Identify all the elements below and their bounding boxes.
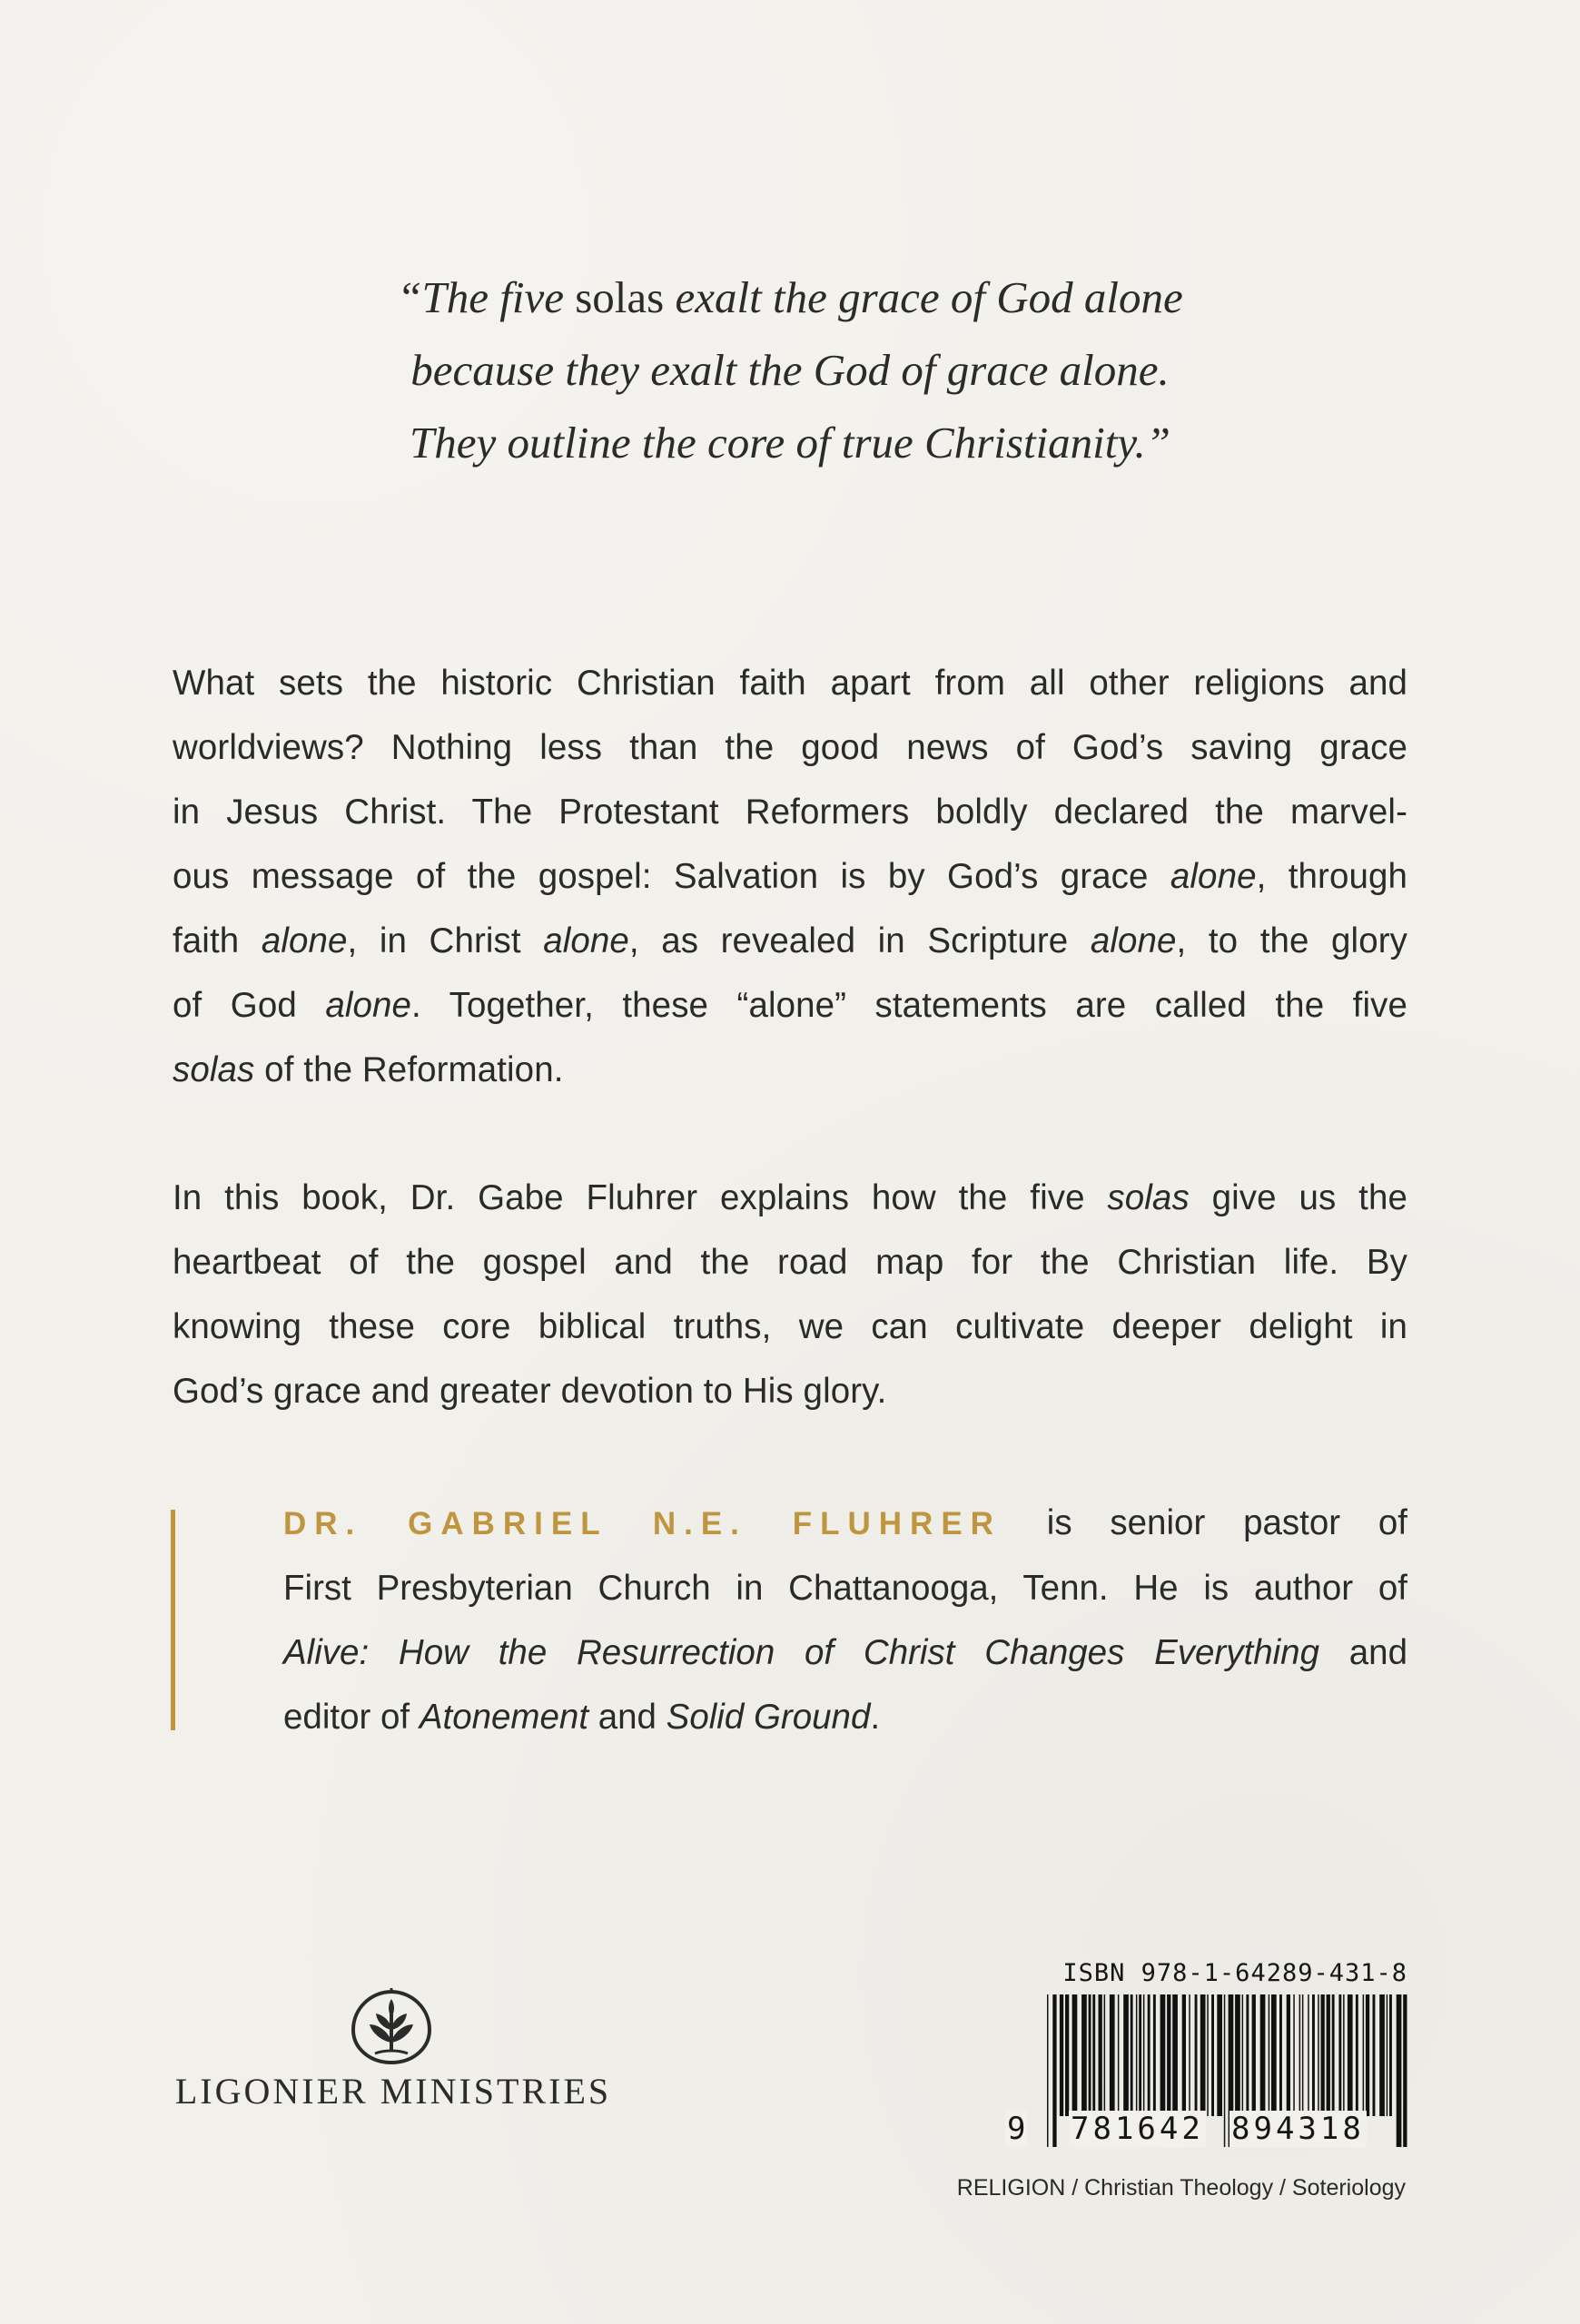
barcode-bar [1271, 1994, 1277, 2116]
barcode-digits [1005, 2111, 1409, 2151]
barcode-bar [1318, 1994, 1319, 2116]
barcode-bar [1160, 1994, 1166, 2116]
bisac-category: RELIGION / Christian Theology / Soteriology [956, 2175, 1406, 2201]
barcode-bar [1302, 1994, 1304, 2116]
barcode-bar [1242, 1994, 1244, 2116]
barcode-bar [1195, 1994, 1198, 2116]
barcode-bar [1260, 1994, 1266, 2116]
bio-accent-rule [171, 1510, 175, 1730]
quote-line-3: They outline the core of true Christianity.” [410, 418, 1170, 468]
barcode-bar [1279, 1994, 1282, 2116]
author-name: DR. GABRIEL N.E. FLUHRER [283, 1506, 1002, 1541]
barcode-digits-right: 894318 [1231, 2111, 1365, 2147]
barcode-bar [1143, 1994, 1145, 2116]
barcode-bar [1348, 1994, 1353, 2116]
barcode-bar [1246, 1994, 1249, 2116]
quote-line-2: because they exalt the God of grace alone. [410, 345, 1170, 395]
barcode-bar [1089, 1994, 1091, 2116]
barcode-bar [1327, 1994, 1330, 2116]
tree-shield-icon [348, 1988, 435, 2066]
barcode-bar [1293, 1994, 1295, 2116]
description-paragraph-1: What sets the historic Christian faith apart from all other religions and worldviews? Nothing less than the good news of God’s saving grace in Jesus Christ. The Protestant Reformers boldly declared the marvel- ous message of the gospel: Salvation is by God’s grace alone, through faith alone, in Christ alone, as revealed in Scripture alone, to the glory of God alone. Together, these “alone” statements are called the five solas of the Reformation. [173, 664, 1407, 1089]
barcode [1005, 1994, 1409, 2149]
isbn-text: ISBN 978-1-64289-431-8 [1062, 1959, 1407, 1987]
barcode-bar [1363, 1994, 1365, 2116]
barcode-bar [1211, 1994, 1214, 2116]
barcode-bar [1287, 1994, 1290, 2116]
barcode-bar [1235, 1994, 1240, 2116]
barcode-bar [1139, 1994, 1141, 2116]
pull-quote [0, 261, 1580, 479]
barcode-bar [1332, 1994, 1335, 2116]
barcode-bar [1104, 1994, 1106, 2116]
barcode-bar [1389, 1994, 1392, 2116]
barcode-bar [1387, 1994, 1388, 2116]
quote-line-1: “The five solas exalt the grace of God alone [397, 272, 1183, 322]
barcode-digits-left: 781642 [1071, 2111, 1204, 2147]
barcode-bar [1269, 1994, 1270, 2116]
barcode-bar [1123, 1994, 1129, 2116]
barcode-bar [1252, 1994, 1256, 2116]
barcode-bar [1379, 1994, 1385, 2116]
barcode-bar [1092, 1994, 1095, 2116]
barcode-bar [1182, 1994, 1186, 2116]
barcode-bar [1172, 1994, 1178, 2116]
publisher-name: LIGONIER MINISTRIES [174, 2071, 612, 2112]
barcode-bar [1060, 1994, 1063, 2116]
barcode-bar [1189, 1994, 1190, 2116]
barcode-digit-first: 9 [1007, 2111, 1026, 2147]
barcode-bar [1131, 1994, 1133, 2116]
barcode-bar [1072, 1994, 1078, 2116]
barcode-bar [1110, 1994, 1115, 2116]
barcode-bar [1312, 1994, 1315, 2116]
barcode-bar [1217, 1994, 1222, 2116]
barcode-bar [1200, 1994, 1206, 2116]
publisher-logo [171, 1988, 616, 2115]
barcode-bar [1338, 1994, 1341, 2116]
barcode-bar [1308, 1994, 1309, 2116]
barcode-bar [1153, 1994, 1156, 2116]
description-paragraph-2: In this book, Dr. Gabe Fluhrer explains how the five solas give us the heartbeat of the gospel and the road map for the Christian life. By knowing these core biblical truths, we can cultivate deeper delight in God’s grace and greater devotion to His glory. [173, 1178, 1408, 1411]
barcode-bar [1118, 1994, 1120, 2116]
barcode-bar [1356, 1994, 1358, 2116]
barcode-bar [1065, 1994, 1069, 2116]
barcode-bar [1366, 1994, 1369, 2116]
barcode-bar [1299, 1994, 1301, 2116]
barcode-bar [1099, 1994, 1102, 2116]
barcode-bar [1343, 1994, 1345, 2116]
barcode-bar [1167, 1994, 1170, 2116]
author-bio: DR. GABRIEL N.E. FLUHRER is senior pastor of First Presbyterian Church in Chattanooga, Tenn. He is author of Alive: How the Resurrection of Christ Changes Everything and editor of Atonement and Solid Ground. [283, 1503, 1408, 1737]
barcode-bar [1373, 1994, 1376, 2116]
barcode-bar [1136, 1994, 1138, 2116]
barcode-bar [1321, 1994, 1325, 2116]
barcode-bar [1207, 1994, 1209, 2116]
barcode-bar [1081, 1994, 1087, 2116]
barcode-bar [1148, 1994, 1150, 2116]
